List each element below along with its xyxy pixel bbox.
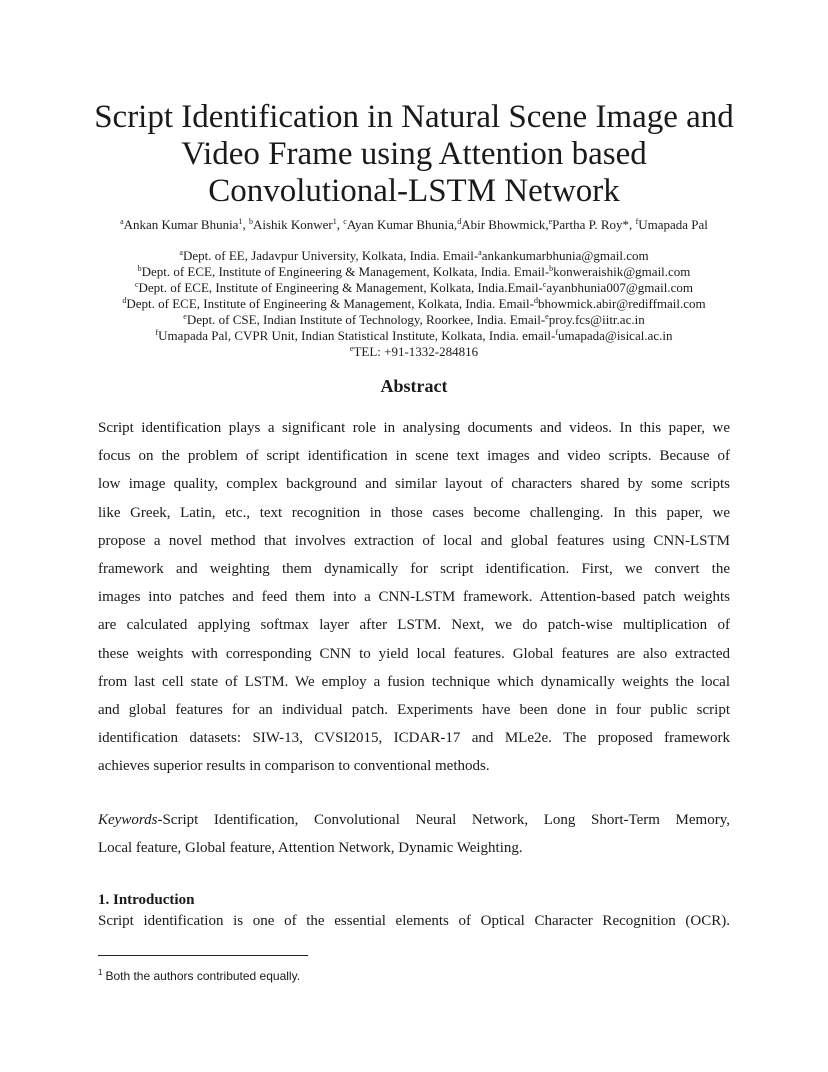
affiliation-mark: e (349, 344, 354, 353)
email-address[interactable]: konweraishik@gmail.com (553, 264, 691, 279)
title-line: Video Frame using Attention based (181, 136, 647, 172)
affiliation-mark: a (179, 248, 183, 257)
affiliation-mark: c (134, 280, 139, 289)
email-address[interactable]: bhowmick.abir@rediffmail.com (537, 296, 706, 311)
keywords-line: Local feature, Global feature, Attention Network, Dynamic Weighting. (98, 840, 523, 856)
author-mark: d (457, 217, 462, 226)
affiliation-mark: e (183, 312, 187, 321)
email-mark: f (555, 328, 558, 337)
keywords-block (98, 806, 730, 862)
keywords-text: -Script Identification, Convolutional Neural Network, Long Short-Term Memory, (157, 812, 730, 828)
author-mark: a (120, 217, 124, 226)
affiliation-mark: f (155, 328, 159, 337)
abstract-line: images into patches and feed them into a CNN-LSTM framework. Attention-based patch weights (98, 589, 730, 606)
keywords-label: Keywords (98, 812, 158, 828)
abstract-line: achieves superior results in comparison to conventional methods. (98, 758, 490, 775)
abstract-line: propose a novel method that involves extraction of local and global features using CNN-LSTM (98, 532, 730, 549)
abstract-line: framework and weighting them dynamically for script identification. First, we convert the (98, 560, 730, 577)
email-mark: b (549, 264, 554, 273)
author-name: Ayan Kumar Bhunia, (346, 217, 458, 232)
abstract-line: like Greek, Latin, etc., text recognition in those cases become challenging. In this paper, we (98, 504, 730, 521)
footnote-divider (98, 955, 308, 956)
affiliation-line (40, 280, 788, 296)
affiliation-mark: d (122, 296, 127, 305)
email-address[interactable]: umapada@isical.ac.in (558, 328, 673, 343)
author-name: Ankan Kumar Bhunia (123, 217, 239, 232)
email-address[interactable]: ankankumarbhunia@gmail.com (481, 248, 649, 263)
abstract-line: identification datasets: SIW-13, CVSI2015, ICDAR-17 and MLe2e. The proposed framework (98, 730, 730, 747)
author-separator: , (336, 217, 344, 232)
paper-title (60, 99, 768, 210)
abstract-line: Script identification plays a significant role in analysing documents and videos. In this paper, we (98, 420, 730, 436)
affiliation-line (40, 264, 788, 280)
affiliation-text: Dept. of EE, Jadavpur University, Kolkata, India. Email- (182, 248, 479, 263)
telephone-line (40, 344, 788, 360)
author-note: 1 (332, 217, 337, 226)
affiliation-text: Dept. of ECE, Institute of Engineering & Management, Kolkata, India.Email- (138, 280, 543, 295)
affiliation-line (40, 328, 788, 344)
affiliation-mark: b (137, 264, 142, 273)
title-line: Convolutional-LSTM Network (208, 173, 620, 209)
author-mark: c (343, 217, 347, 226)
abstract-line: these weights with corresponding CNN to yield local features. Global features are also extracted (98, 645, 730, 662)
abstract-line: focus on the problem of script identification in scene text images and video scripts. Because of (98, 448, 730, 465)
email-mark: a (478, 248, 482, 257)
email-mark: c (542, 280, 547, 289)
title-line: Script Identification in Natural Scene Image and (94, 99, 734, 135)
author-name: Umapada Pal (638, 217, 708, 232)
abstract-heading: Abstract (380, 376, 448, 396)
introduction-text: Script identification is one of the essential elements of Optical Character Recognition (OCR). (98, 913, 730, 929)
author-separator: , (242, 217, 249, 232)
footnote-mark: 1 (98, 968, 103, 977)
abstract-line: from last cell state of LSTM. We employ a fusion technique which dynamically weights the local (98, 673, 730, 690)
telephone-text: TEL: +91-1332-284816 (353, 344, 479, 359)
abstract-line: are calculated applying softmax layer after LSTM. Next, we do patch-wise multiplication of (98, 617, 730, 634)
author-note: 1 (238, 217, 243, 226)
author-name: Abir Bhowmick, (461, 217, 549, 232)
author-mark: b (248, 217, 253, 226)
email-address[interactable]: ayanbhunia007@gmail.com (546, 280, 694, 295)
keywords-line (98, 806, 730, 834)
email-mark: d (533, 296, 538, 305)
abstract-line: low image quality, complex background and similar layout of characters shared by some scripts (98, 476, 730, 493)
author-list (40, 217, 788, 233)
affiliation-list (40, 248, 788, 360)
affiliation-text: Dept. of ECE, Institute of Engineering & Management, Kolkata, India. Email- (126, 296, 534, 311)
author-name: Aishik Konwer (252, 217, 333, 232)
affiliation-line (40, 312, 788, 328)
section-heading-introduction: 1. Introduction (98, 892, 195, 908)
affiliation-text: Dept. of CSE, Indian Institute of Technology, Roorkee, India. Email- (186, 312, 546, 327)
abstract-body (98, 414, 730, 780)
abstract-line: and global features for an individual patch. Experiments have been done in four public script (98, 701, 730, 718)
footnote-text: Both the authors contributed equally. (105, 969, 301, 983)
author-mark: e (548, 217, 553, 226)
affiliation-line (40, 248, 788, 264)
footnote (98, 968, 300, 984)
email-mark: e (545, 312, 549, 321)
author-name: Partha P. Roy*, (552, 217, 636, 232)
affiliation-text: Umapada Pal, CVPR Unit, Indian Statistical Institute, Kolkata, India. email- (158, 328, 556, 343)
affiliation-text: Dept. of ECE, Institute of Engineering & Management, Kolkata, India. Email- (141, 264, 550, 279)
email-address[interactable]: proy.fcs@iitr.ac.in (548, 312, 645, 327)
affiliation-line (40, 296, 788, 312)
author-mark: f (635, 217, 639, 226)
